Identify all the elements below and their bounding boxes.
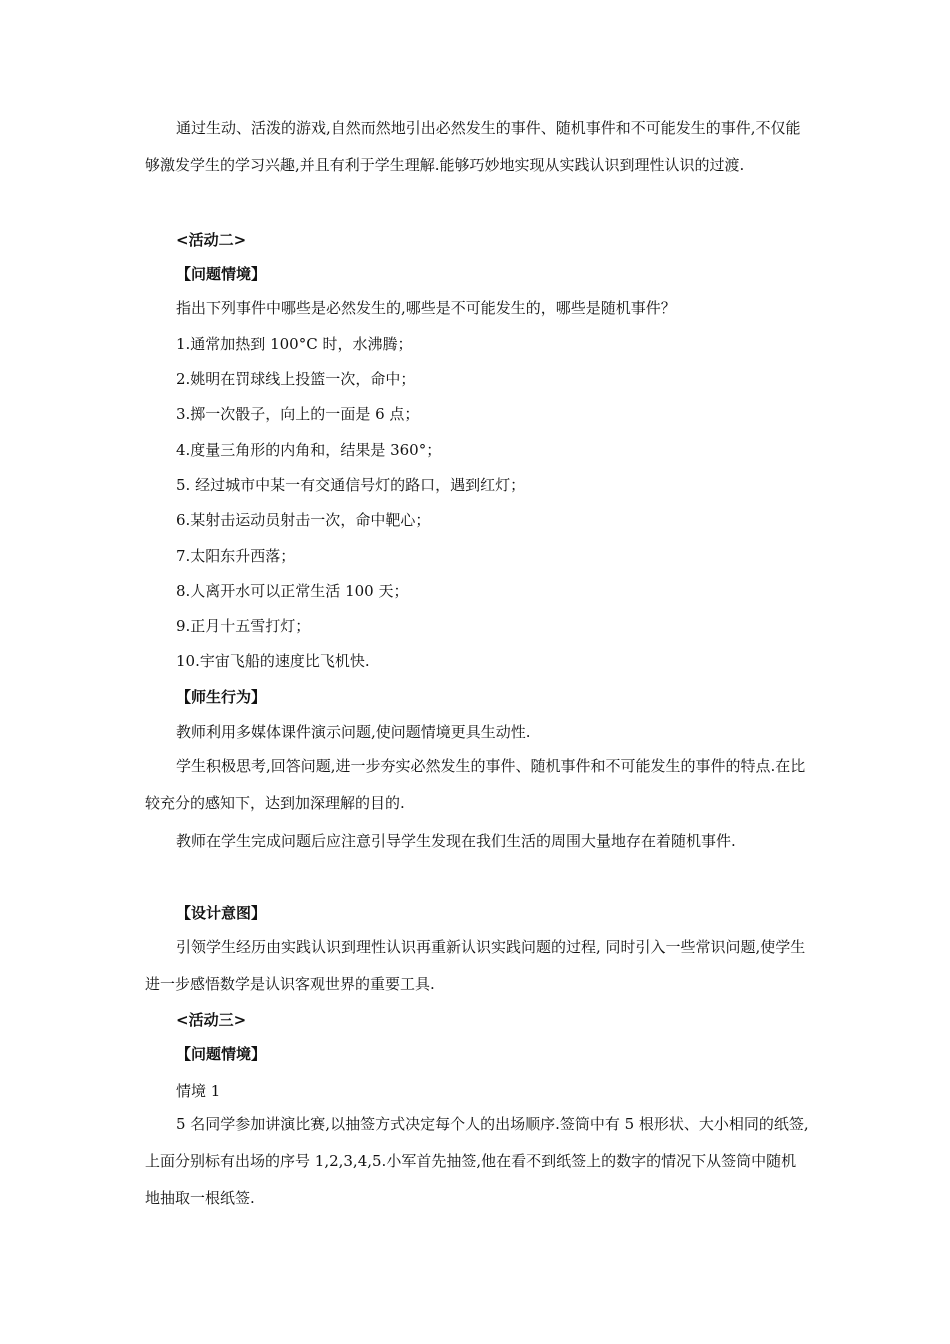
list-item: 2.姚明在罚球线上投篮一次，命中； — [176, 370, 416, 388]
list-item: 6.某射击运动员射击一次，命中靶心； — [176, 511, 431, 529]
design-heading: 【设计意图】 — [176, 904, 267, 922]
activity3-problem-heading: 【问题情境】 — [176, 1045, 267, 1063]
list-item: 10.宇宙飞船的速度比飞机快. — [176, 652, 370, 670]
intro-paragraph: 通过生动、活泼的游戏,自然而然地引出必然发生的事件、随机事件和不可能发生的事件,不仅能够激发学生的学习兴趣,并且有利于学生理解.能够巧妙地实现从实践认识到理性认识的过渡. — [145, 119, 801, 174]
activity2-heading: <活动二> — [176, 231, 247, 249]
activity2-problem-prompt: 指出下列事件中哪些是必然发生的,哪些是不可能发生的，哪些是随机事件？ — [176, 299, 676, 317]
scenario-label: 情境 1 — [176, 1082, 221, 1100]
list-item: 1.通常加热到 100°C 时，水沸腾； — [176, 335, 413, 353]
behavior-paragraph-1: 教师利用多媒体课件演示问题,使问题情境更具生动性. — [176, 723, 531, 741]
behavior-heading: 【师生行为】 — [176, 688, 267, 706]
list-item: 4.度量三角形的内角和，结果是 360°； — [176, 441, 442, 459]
activity2-problem-heading: 【问题情境】 — [176, 265, 267, 283]
list-item: 9.正月十五雪打灯； — [176, 617, 311, 635]
scenario-paragraph: 5 名同学参加讲演比赛,以抽签方式决定每个人的出场顺序.签筒中有 5 根形状、大小相同的纸签,上面分别标有出场的序号 1,2,3,4,5.小军首先抽签,他在看不到纸签上的数字的情况下从签筒中随机地抽取一根纸签. — [145, 1115, 809, 1207]
design-paragraph: 引领学生经历由实践认识到理性认识再重新认识实践问题的过程, 同时引入一些常识问题,使学生进一步感悟数学是认识客观世界的重要工具. — [145, 938, 806, 993]
list-item: 3.掷一次骰子，向上的一面是 6 点； — [176, 405, 420, 423]
list-item: 8.人离开水可以正常生活 100 天； — [176, 582, 409, 600]
behavior-paragraph-3: 教师在学生完成问题后应注意引导学生发现在我们生活的周围大量地存在着随机事件. — [176, 832, 736, 850]
list-item: 5. 经过城市中某一有交通信号灯的路口，遇到红灯； — [176, 476, 526, 494]
activity3-heading: <活动三> — [176, 1011, 247, 1029]
list-item: 7.太阳东升西落； — [176, 547, 296, 565]
behavior-paragraph-2: 学生积极思考,回答问题,进一步夯实必然发生的事件、随机事件和不可能发生的事件的特点.在比较充分的感知下，达到加深理解的目的. — [145, 757, 806, 812]
